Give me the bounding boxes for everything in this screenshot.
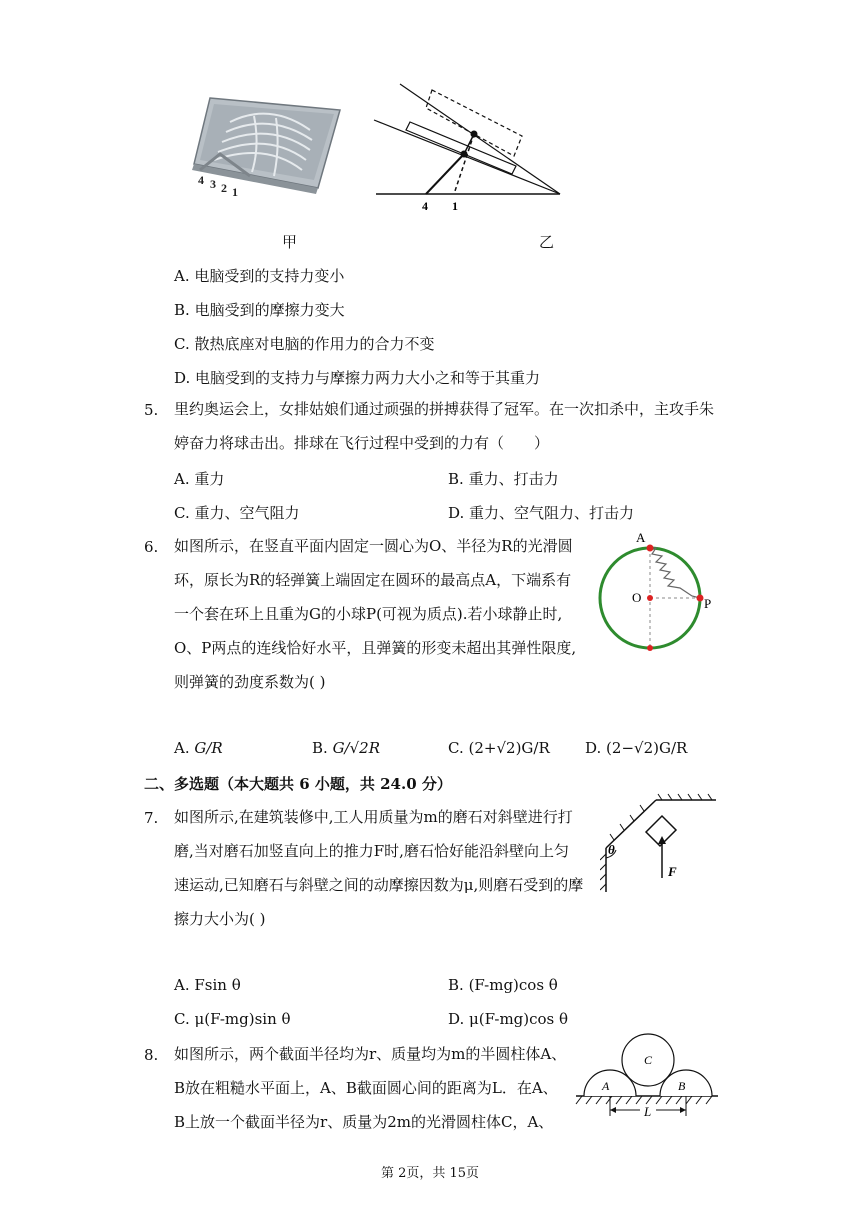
q8-stem-line-2: B放在粗糙水平面上，A、B截面圆心间的距离为L．在A、 [174,1079,558,1097]
q4-option-a: A. 电脑受到的支持力变小 [174,267,345,285]
q5-option-c: C. 重力、空气阻力 [174,504,300,522]
q8-stem-line-3: B上放一个截面半径为r、质量为2m的光滑圆柱体C，A、 [174,1113,554,1131]
section-heading-multiple-choice: 二、多选题（本大题共 6 小题，共 24.0 分） [144,775,452,793]
q5-stem-line-2: 婷奋力将球击出。排球在飞行过程中受到的力有（ ） [174,434,550,452]
q7-stem-line-4: 擦力大小为( ) [174,910,266,928]
q5-option-d: D. 重力、空气阻力、打击力 [448,504,635,522]
stand-label-1: 1 [232,185,238,199]
q7-stem-line-3: 速运动,已知磨石与斜壁之间的动摩擦因数为μ,则磨石受到的摩 [174,876,584,894]
q7-option-a: A. Fsin θ [174,976,241,994]
stand-label-2: 2 [221,181,227,195]
laptop-stand-image [190,92,350,202]
q6-option-d: D. (2−√2)G/R [585,739,688,757]
q7-option-c: C. μ(F-mg)sin θ [174,1010,291,1028]
cylinder-label-b: B [678,1079,686,1093]
cylinder-label-l: L [644,1104,652,1119]
q4-option-b: B. 电脑受到的摩擦力变大 [174,301,345,319]
q7-stem-line-1: 如图所示,在建筑装修中,工人用质量为m的磨石对斜壁进行打 [174,808,573,826]
stand-label-3: 3 [210,177,216,191]
q6-number: 6. [144,538,159,556]
q6-option-b: B. G/√2R [312,739,381,757]
cylinders-svg [574,1030,720,1124]
ring-label-o: O [632,590,642,605]
incline-diagram [370,80,570,215]
caption-yi: 乙 [539,233,555,251]
q5-stem-line-1: 里约奥运会上，女排姑娘们通过顽强的拼搏获得了冠军。在一次扣杀中，主攻手朱 [174,400,715,418]
cylinder-label-c: C [644,1053,653,1067]
diagram-label-1: 1 [452,199,458,213]
ring-label-p: P [704,596,712,611]
incline-diagram-svg [370,80,570,215]
cylinders-figure [574,1030,720,1124]
q5-number: 5. [144,401,159,419]
ring-label-a: A [636,530,646,545]
q5-option-b: B. 重力、打击力 [448,470,559,488]
q7-stem-line-2: 磨,当对磨石加竖直向上的推力F时,磨石恰好能沿斜壁向上匀 [174,842,569,860]
stand-label-4: 4 [198,173,204,187]
q6-stem-line-3: 一个套在环上且重为G的小球P(可视为质点).若小球静止时, [174,605,563,623]
laptop-stand-figure [190,92,350,202]
q6-stem-line-2: 环，原长为R的轻弹簧上端固定在圆环的最高点A，下端系有 [174,571,572,589]
q4-option-d: D. 电脑受到的支持力与摩擦力两力大小之和等于其重力 [174,369,541,387]
q6-option-c: C. (2+√2)G/R [448,739,550,757]
q7-option-d: D. μ(F-mg)cos θ [448,1010,569,1028]
q6-stem-line-4: O、P两点的连线恰好水平，且弹簧的形变未超出其弹性限度, [174,639,577,657]
q4-option-c: C. 散热底座对电脑的作用力的合力不变 [174,335,435,353]
q8-stem-line-1: 如图所示，两个截面半径均为r、质量均为m的半圆柱体A、 [174,1045,567,1063]
q7-number: 7. [144,809,159,827]
q5-option-a: A. 重力 [174,470,225,488]
page-footer: 第 2页，共 15页 [380,1166,480,1181]
grinding-stone-figure [600,792,720,902]
q6-option-a: A. G/R [174,739,223,757]
ring-spring-svg [592,526,722,656]
stone-label-f: F [668,864,677,879]
cylinder-label-a: A [602,1079,610,1093]
grinding-stone-svg [600,792,720,902]
caption-jia: 甲 [282,233,298,251]
ring-spring-figure [592,526,722,656]
stone-label-theta: θ [608,842,615,857]
q8-number: 8. [144,1046,159,1064]
q6-stem-line-5: 则弹簧的劲度系数为( ) [174,673,326,691]
q6-stem-line-1: 如图所示，在竖直平面内固定一圆心为O、半径为R的光滑圆 [174,537,573,555]
diagram-label-4: 4 [422,199,428,213]
q7-option-b: B. (F-mg)cos θ [448,976,558,994]
